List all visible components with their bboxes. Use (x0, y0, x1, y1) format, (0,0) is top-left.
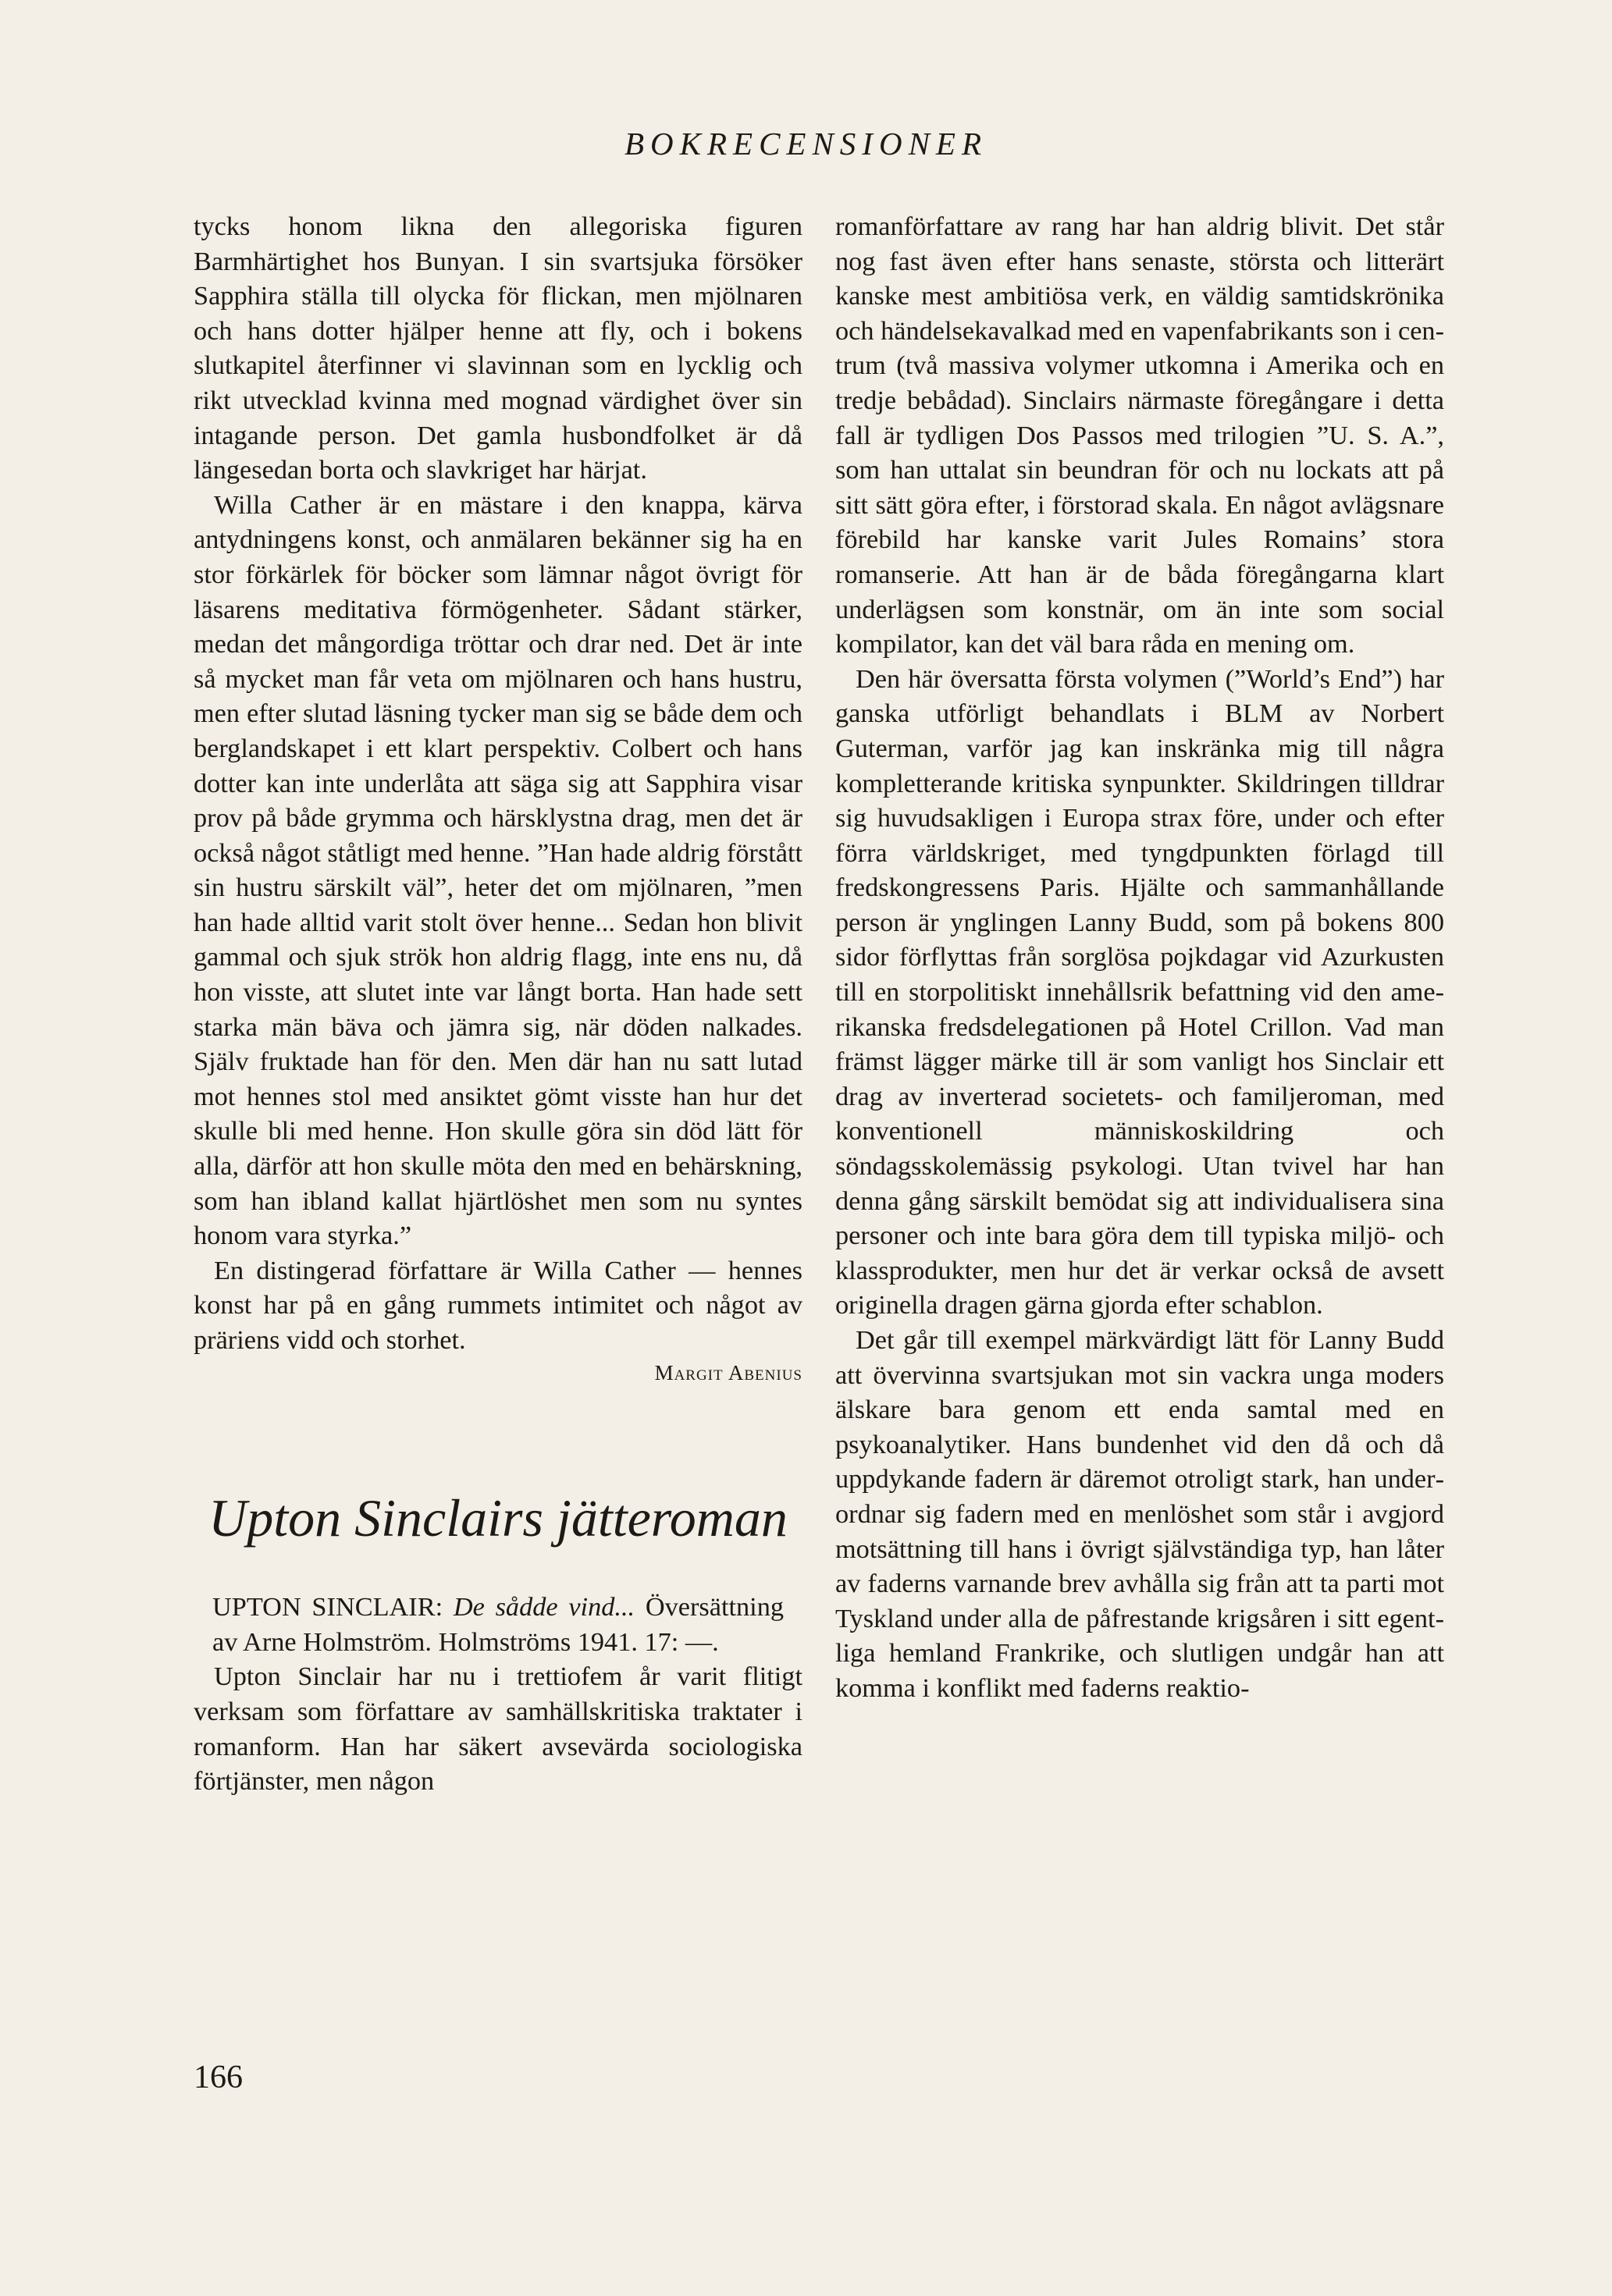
review2-paragraph: Det går till exempel märkvärdigt lätt för Lanny Budd att övervinna svartsjukan mot sin vackra unga moders älskare bara genom ett enda samtal med en psykoanalytiker. Hans bundenhet vid den då och då uppdykande fadern är däremot otroligt stark, han underordnar sig fadern med en menlöshet som står i avgjord motsättning till hans i övrigt självständiga typ, han låter av faderns varnande brev avhålla sig från att ta parti mot Tyskland under alla de påfrestande krigsåren i sitt egentliga hemland Frankrike, och slutligen undgår han att komma i konflikt med faderns reaktio- (835, 1325, 1444, 1703)
review1-paragraph: Willa Cather är en mästare i den knappa, kärva antydningens konst, och anmälaren bekänner sig ha en stor förkärlek för böcker som lämnar något övrigt för läsarens meditativa förmögenheter. Sådant stärker, medan det mångordiga tröttar och drar ned. Det är inte så mycket man får veta om mjölnaren och hans hustru, men efter slutad läsning tycker man sig se både dem och berglandskapet i ett klart perspektiv. Colbert och hans dotter kan inte underlåta att säga sig att Sapphira visar prov på både grymma och härsklystna drag, men det är också något ståtligt med henne. ”Han hade aldrig förstått sin hustru särskilt väl”, heter det om mjölnaren, ”men han hade alltid varit stolt över henne... Sedan hon blivit gammal och sjuk strök hon aldrig flagg, inte ens nu, då hon visste, att slutet inte var långt borta. Han hade sett starka män bäva och jämra sig, när döden nalkades. Själv fruktade han för den. Men där han nu satt lutad mot hennes stol med ansiktet gömt visste han hur det skulle bli med henne. Hon skulle göra sin död lätt för alla, därför att hon skulle möta den med en behärskning, som han ibland kallat hjärtlöshet men som nu syntes honom vara styrka.” (194, 489, 803, 1251)
review2-paragraph: Upton Sinclair har nu i trettiofem år varit flitigt verksam som författare av samhällskritiska traktater i romanform. Han har säkert avsevärda sociologiska förtjänster, men någon (194, 1662, 802, 1797)
review2-paragraph: romanförfattare av rang har han aldrig blivit. Det står nog fast även efter hans senaste, största och litterärt kanske mest ambitiösa verk, en väldig samtidskrönika och händelsekavalkad med en vapenfabrikants son i centrum (två massiva volymer utkomna i Amerika och en tredje bebådad). Sinclairs närmaste föregångare i detta fall är tydligen Dos Passos med trilogien ”U. S. A.”, som han uttalat sin beundran för och nu lockats att på sitt sätt göra efter, i förstorad skala. En något avlägsnare förebild har kanske varit Jules Romains’ stora romanserie. Att han är de båda föregångarna klart underlägsen som konstnär, om än inte som social kompilator, kan det väl bara råda en mening om. (835, 211, 1444, 659)
left-column (194, 209, 802, 1799)
right-column (835, 209, 1444, 1706)
reviewer-signature: Margit Abenius (654, 1360, 802, 1384)
review-title: Upton Sinclairs jätteroman (208, 1488, 788, 1548)
review2-paragraph: Den här översatta första volymen (”World’s End”) har ganska utförligt behandlats i BLM av Norbert Guterman, varför jag kan inskränka mig till några kompletterande kritiska synpunkter. Skildringen tilldrar sig huvudsakligen i Europa strax före, under och efter förra världskriget, med tyngdpunkten förlagd till fredskongressens Paris. Hjälte och sammanhållande person är ynglingen Lanny Budd, som på bokens 800 sidor förflyttas från sorglösa pojkdagar vid Azurkusten till en storpolitiskt innehållsrik befattning vid den amerikanska fredsdelegationen på Hotel Crillon. Vad man främst lägger märke till är som vanligt hos Sinclair ett drag av inverterad societets- och familjeroman, med konventionell människoskildring och söndagsskolemässig psykologi. Utan tvivel har han denna gång särskilt bemödat sig att individualisera sina personer och inte bara göra dem till typiska miljö- och klassprodukter, men hur det är verkar också de avsett originella dragen gärna gjorda efter schablon. (835, 663, 1444, 1320)
running-header: BOKRECENSIONER (624, 126, 988, 162)
bibliography-book-title: De sådde vind... (453, 1592, 635, 1622)
bibliography-author: UPTON SINCLAIR: (212, 1592, 443, 1622)
review1-paragraph: En distingerad författare är Willa Cather — hennes konst har på en gång rummets intimitet och något av präriens vidd och storhet. (194, 1255, 802, 1355)
bibliography-entry (194, 1590, 802, 1659)
page-number: 166 (194, 2060, 243, 2095)
bibliography-details: Översättning av Arne Holmström. Holmströms 1941. 17: —. (212, 1592, 784, 1657)
review1-paragraph: tycks honom likna den allegoriska figuren Barmhärtighet hos Bunyan. I sin svartsjuka försöker Sapphira ställa till olycka för flickan, men mjölnaren och hans dotter hjälper henne att fly, och i bokens slutkapitel återfinner vi slavinnan som en lycklig och rikt utvecklad kvinna med mognad värdighet över sin intagande person. Det gamla husbondfolket är då längesedan borta och slavkriget har härjat. (194, 211, 802, 485)
